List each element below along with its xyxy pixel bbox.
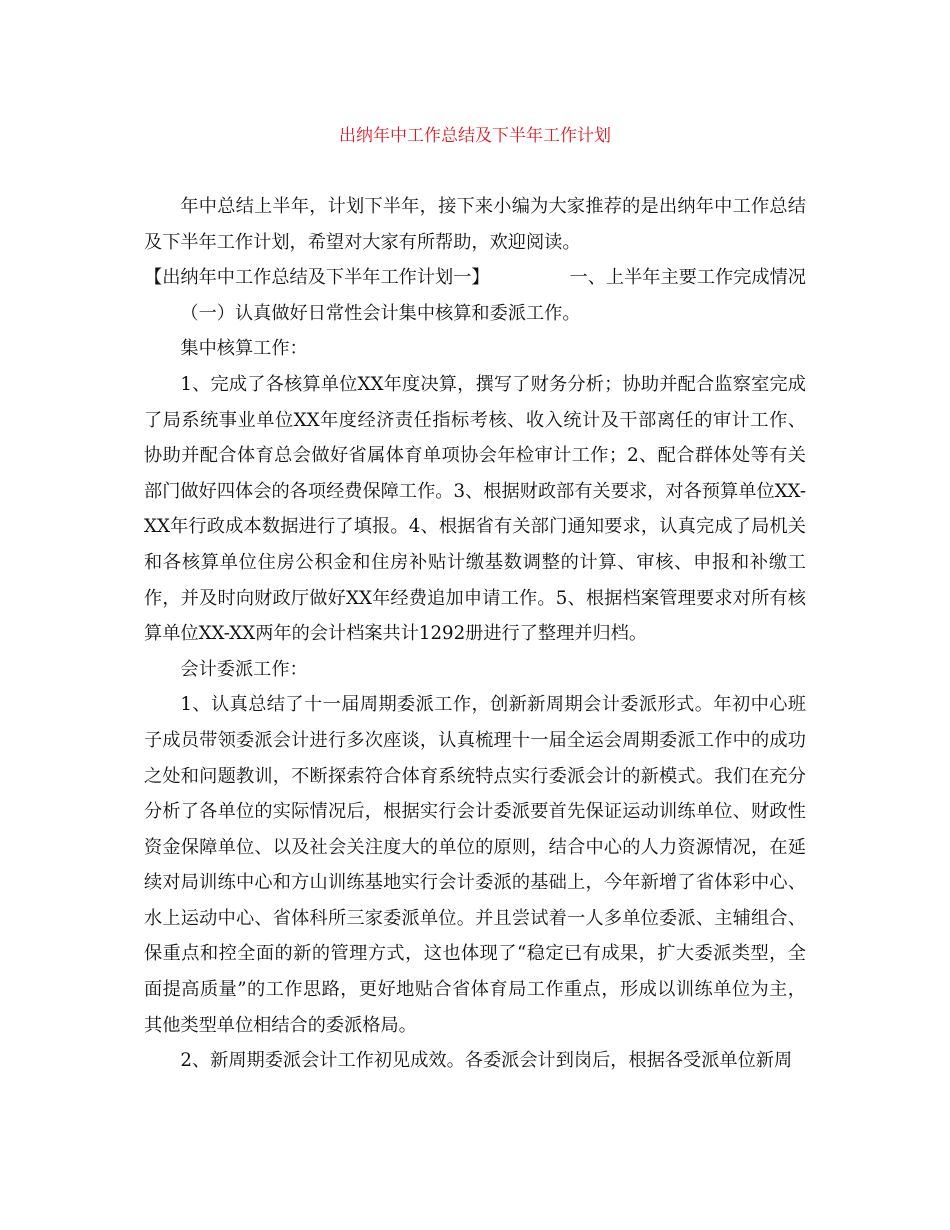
section-heading: 一、上半年主要工作完成情况: [569, 267, 806, 289]
delegation-paragraph-1: 1、认真总结了十一届周期委派工作，创新新周期会计委派形式。年初中心班子成员带领委派会计进行多次座谈，认真梳理十一届全运会周期委派工作中的成功之处和问题教训，不断探索符合体育系统特点实行委派会计的新模式。我们在充分分析了各单位的实际情况后，根据实行会计委派要首先保证运动训练单位、财政性资金保障单位、以及社会关注度大的单位的原则，结合中心的人力资源情况，在延续对局训练中心和方山训练基地实行会计委派的基础上，今年新增了省体彩中心、水上运动中心、省体科所三家委派单位。并且尝试着一人多单位委派、主辅组合、保重点和控全面的新的管理方式，这也体现了“稳定已有成果，扩大委派类型，全面提高质量”的工作思路，更好地贴合省体育局工作重点，形成以训练单位为主，其他类型单位相结合的委派格局。: [144, 694, 806, 1036]
accounting-paragraph: 1、完成了各核算单位XX年度决算，撰写了财务分析；协助并配合监察室完成了局系统事业单位XX年度经济责任指标考核、收入统计及干部离任的审计工作、协助并配合体育总会做好省属体育单项协会年检审计工作；2、配合群体处等有关部门做好四体会的各项经费保障工作。3、根据财政部有关要求，对各预算单位XX-XX年行政成本数据进行了填报。4、根据省有关部门通知要求，认真完成了局机关和各核算单位住房公积金和住房补贴计缴基数调整的计算、审核、申报和补缴工作，并及时向财政厅做好XX年经费追加申请工作。5、根据档案管理要求对所有核算单位XX-XX两年的会计档案共计1292册进行了整理并归档。: [144, 373, 806, 645]
plan-label: 【出纳年中工作总结及下半年工作计划一】: [144, 267, 490, 289]
accounting-heading: 集中核算工作：: [180, 338, 308, 360]
delegation-heading: 会计委派工作：: [180, 658, 308, 680]
delegation-paragraph-2: 2、新周期委派会计工作初见成效。各委派会计到岗后，根据各受派单位新周: [180, 1050, 793, 1072]
plan-heading-line: [144, 260, 806, 296]
intro-paragraph: 年中总结上半年，计划下半年，接下来小编为大家推荐的是出纳年中工作总结及下半年工作计划，希望对大家有所帮助，欢迎阅读。: [144, 196, 806, 253]
document-title: 出纳年中工作总结及下半年工作计划: [339, 126, 611, 146]
subsection-heading: （一）认真做好日常性会计集中核算和委派工作。: [180, 302, 581, 324]
document-body: [144, 189, 806, 1079]
